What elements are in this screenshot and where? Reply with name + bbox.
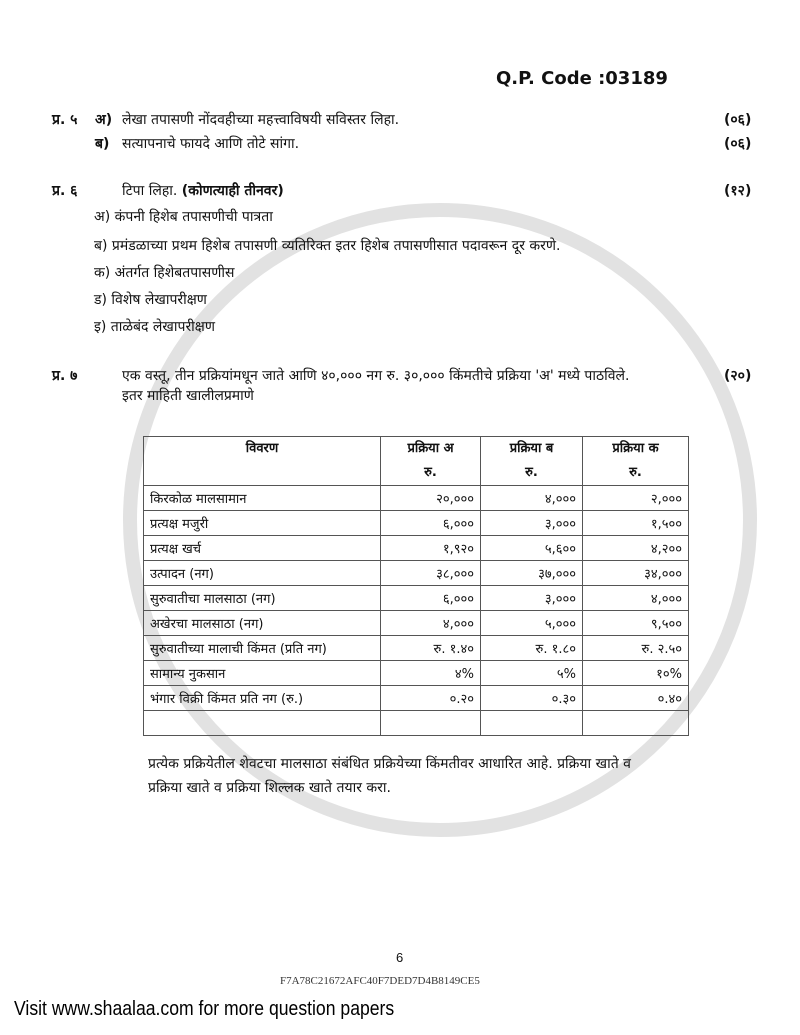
- q7-line2: इतर माहिती खालीलप्रमाणे: [122, 388, 254, 404]
- table-row: [144, 711, 689, 736]
- item-label: क): [94, 265, 111, 281]
- table-row: [144, 686, 689, 711]
- cell-value: ४,०००: [481, 486, 583, 511]
- q5b-text: सत्यापनाचे फायदे आणि तोटे सांगा.: [122, 136, 300, 152]
- q6-number: प्र. ६: [52, 183, 78, 199]
- cell-value: ९,५००: [583, 611, 689, 636]
- cell-value: ३७,०००: [481, 561, 583, 586]
- q7-number: प्र. ७: [52, 368, 78, 384]
- table-header-row: [144, 437, 689, 486]
- cell-value: [583, 711, 689, 736]
- q6-item: [94, 263, 234, 282]
- process-data-table: [143, 436, 689, 736]
- q7-line1: एक वस्तू, तीन प्रक्रियांमधून जाते आणि ४०,००० नग रु. ३०,००० किंमतीचे प्रक्रिया 'अ' मध्ये पाठविले.: [122, 368, 630, 384]
- table-row: [144, 586, 689, 611]
- q6-intro-bold: (कोणत्याही तीनवर): [181, 183, 284, 199]
- column-header: [481, 437, 583, 486]
- cell-value: [481, 711, 583, 736]
- q5b-label: ब): [95, 136, 110, 152]
- document-hash: F7A78C21672AFC40F7DED7D4B8149CE5: [280, 975, 480, 987]
- cell-value: [381, 711, 481, 736]
- q6-item: [94, 290, 207, 309]
- item-label: इ): [94, 319, 107, 335]
- header-line2: रु.: [525, 465, 538, 480]
- header-line2: रु.: [629, 465, 642, 480]
- cell-value: १०%: [583, 661, 689, 686]
- table-row: [144, 536, 689, 561]
- cell-value: ६,०००: [381, 586, 481, 611]
- cell-value: ३४,०००: [583, 561, 689, 586]
- header-line1: प्रक्रिया क: [612, 441, 659, 456]
- cell-value: ०.३०: [481, 686, 583, 711]
- item-label: ड): [94, 292, 107, 308]
- q6-marks: (१२): [724, 183, 752, 199]
- cell-value: ६,०००: [381, 511, 481, 536]
- table-row: [144, 636, 689, 661]
- cell-value: रु. २.५०: [583, 636, 689, 661]
- item-text: कंपनी हिशेब तपासणीची पात्रता: [114, 209, 273, 225]
- item-text: प्रमंडळाच्या प्रथम हिशेब तपासणी व्यतिरिक्त इतर हिशेब तपासणीसात पदावरून दूर करणे.: [111, 238, 561, 254]
- row-label: प्रत्यक्ष मजुरी: [144, 511, 381, 536]
- row-label: अखेरचा मालसाठा (नग): [144, 611, 381, 636]
- table-row: [144, 486, 689, 511]
- q5a-label: अ): [95, 112, 113, 128]
- header-line2: रु.: [424, 465, 437, 480]
- cell-value: २०,०००: [381, 486, 481, 511]
- cell-value: ३८,०००: [381, 561, 481, 586]
- visit-shaalaa-link[interactable]: Visit www.shaalaa.com for more question papers: [14, 998, 395, 1020]
- cell-value: १,५००: [583, 511, 689, 536]
- q6-item: [94, 207, 273, 226]
- q7-instruction-2: प्रक्रिया खाते व प्रक्रिया शिल्लक खाते तयार करा.: [148, 780, 391, 796]
- row-label: किरकोळ मालसामान: [144, 486, 381, 511]
- cell-value: रु. १.८०: [481, 636, 583, 661]
- row-label: प्रत्यक्ष खर्च: [144, 536, 381, 561]
- row-label: [144, 711, 381, 736]
- row-label: सुरुवातीच्या मालाची किंमत (प्रति नग): [144, 636, 381, 661]
- q6-item: [94, 317, 215, 336]
- q5-number: प्र. ५: [52, 112, 78, 128]
- q6-intro-text: टिपा लिहा.: [122, 183, 178, 199]
- table-row: [144, 511, 689, 536]
- item-text: अंतर्गत हिशेबतपासणीस: [114, 265, 235, 281]
- cell-value: ०.२०: [381, 686, 481, 711]
- q6-intro: [122, 181, 284, 200]
- column-header: [144, 437, 381, 486]
- cell-value: १,९२०: [381, 536, 481, 561]
- row-label: सुरुवातीचा मालसाठा (नग): [144, 586, 381, 611]
- cell-value: ५,०००: [481, 611, 583, 636]
- item-label: ब): [94, 238, 108, 254]
- row-label: भंगार विक्री किंमत प्रति नग (रु.): [144, 686, 381, 711]
- item-label: अ): [94, 209, 111, 225]
- cell-value: ३,०००: [481, 511, 583, 536]
- cell-value: ४%: [381, 661, 481, 686]
- cell-value: २,०००: [583, 486, 689, 511]
- column-header: [583, 437, 689, 486]
- cell-value: ३,०००: [481, 586, 583, 611]
- q5b-marks: (०६): [724, 136, 752, 152]
- cell-value: ०.४०: [583, 686, 689, 711]
- q7-marks: (२०): [724, 368, 752, 384]
- cell-value: ४,२००: [583, 536, 689, 561]
- row-label: उत्पादन (नग): [144, 561, 381, 586]
- cell-value: ४,०००: [583, 586, 689, 611]
- cell-value: ५%: [481, 661, 583, 686]
- qp-code: Q.P. Code :03189: [496, 68, 668, 89]
- table-row: [144, 561, 689, 586]
- cell-value: रु. १.४०: [381, 636, 481, 661]
- cell-value: ४,०००: [381, 611, 481, 636]
- q5a-marks: (०६): [724, 112, 752, 128]
- page-number: 6: [396, 950, 404, 965]
- q5a-text: लेखा तपासणी नोंदवहीच्या महत्त्वाविषयी सविस्तर लिहा.: [122, 112, 400, 128]
- cell-value: ५,६००: [481, 536, 583, 561]
- item-text: विशेष लेखापरीक्षण: [111, 292, 207, 308]
- row-label: सामान्य नुकसान: [144, 661, 381, 686]
- table-row: [144, 611, 689, 636]
- table-row: [144, 661, 689, 686]
- q6-item: [94, 236, 560, 255]
- header-line1: प्रक्रिया अ: [407, 441, 454, 456]
- item-text: ताळेबंद लेखापरीक्षण: [110, 319, 215, 335]
- column-header: [381, 437, 481, 486]
- q7-instruction-1: प्रत्येक प्रक्रियेतील शेवटचा मालसाठा संबंधित प्रक्रियेच्या किंमतीवर आधारित आहे. प्रक्रिया खाते व: [148, 756, 631, 772]
- q7-instructions: [148, 752, 758, 800]
- header-line1: विवरण: [245, 441, 279, 456]
- q7-intro: [122, 366, 712, 406]
- header-line1: प्रक्रिया ब: [509, 441, 554, 456]
